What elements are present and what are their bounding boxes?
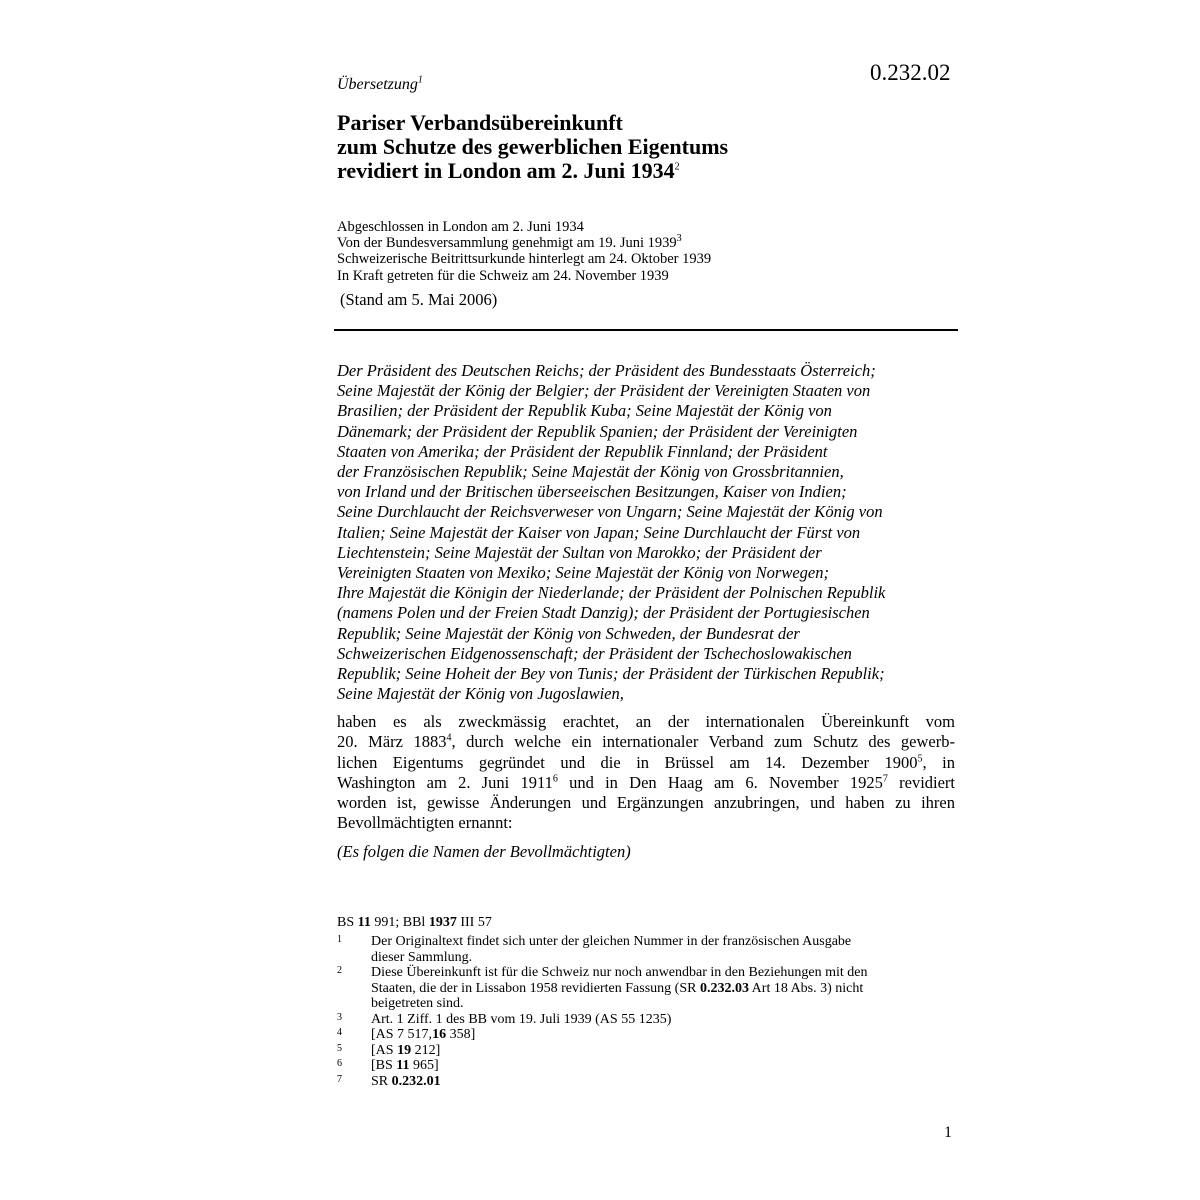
body-line: haben es als zweckmässig erachtet, an der internationalen Übereinkunft vom [337, 712, 955, 731]
preamble-line: Seine Majestät der König der Belgier; der Präsident der Vereinigten Staaten von [337, 381, 871, 401]
footnote-line-text: 358] [446, 1027, 476, 1042]
footnote-text [371, 1058, 957, 1074]
footnote-line-text: Art 18 Abs. 3) nicht [748, 980, 864, 996]
body-text: 20. März 1883 [337, 732, 447, 752]
header-divider [334, 329, 958, 331]
body-text: Washington am 2. Juni 1911 [337, 772, 553, 792]
title-line-3-text: revidiert in London am 2. Juni 1934 [337, 158, 675, 183]
footnote-line: Der Originaltext findet sich unter der gleichen Nummer in der französischen Ausgabe [371, 934, 852, 949]
footnote-line [371, 981, 957, 997]
plenipotentiaries-note: (Es folgen die Namen der Bevollmächtigten) [337, 842, 631, 861]
preamble-line: Schweizerischen Eidgenossenschaft; der Präsident der Tschechoslowakischen [337, 643, 852, 663]
footnote-number: 3 [337, 1011, 342, 1023]
footnote-line-text: SR [371, 1073, 392, 1089]
footnote-ref-7: 7 [882, 773, 888, 785]
preamble-line: Seine Durchlaucht der Reichsverweser von Ungarn; Seine Majestät der König von [337, 502, 883, 522]
footnote-text [371, 1074, 957, 1090]
body-line [337, 753, 955, 773]
footnote-number: 6 [337, 1058, 342, 1069]
source-text: 11 [357, 915, 371, 930]
source-text: BS [337, 915, 358, 930]
source-text: 1937 [428, 915, 457, 930]
preamble-line: (namens Polen und der Freien Stadt Danzig); der Präsident der Portugiesischen [337, 603, 870, 623]
preamble [337, 361, 957, 704]
footnote-number: 2 [337, 965, 342, 976]
footnote-line-text: 0.232.03 [699, 980, 749, 996]
footnote-ref-6: 6 [552, 773, 558, 785]
body-line: Bevollmächtigten ernannt: [337, 813, 513, 833]
footnote-number: 5 [337, 1042, 342, 1054]
footnote-line: beigetreten sind. [371, 996, 464, 1011]
footnote-7 [337, 1074, 957, 1090]
body-text: , in [922, 752, 955, 772]
footnote-line-text: 11 [396, 1058, 410, 1073]
preamble-line: Italien; Seine Majestät der Kaiser von Japan; Seine Durchlaucht der Fürst von [337, 522, 861, 542]
preamble-line: der Französischen Republik; Seine Majestät der König von Grossbritannien, [337, 462, 844, 482]
preamble-line: Dänemark; der Präsident der Republik Spanien; der Präsident der Vereinigten [337, 421, 858, 441]
footnote-3 [337, 1012, 957, 1028]
body-text: revidiert [887, 772, 956, 792]
footnote-text [371, 1027, 957, 1043]
footnote-ref-3: 3 [676, 233, 682, 245]
footnote-line: Diese Übereinkunft ist für die Schweiz nur noch anwendbar in den Beziehungen mit den [371, 965, 868, 980]
footnote-line-text: 212] [411, 1042, 441, 1058]
footnote-text [371, 934, 957, 965]
footnote-ref-2: 2 [674, 161, 680, 173]
title-line-1: Pariser Verbandsübereinkunft [337, 110, 623, 135]
body-text: und in Den Haag am 6. November 1925 [557, 772, 883, 792]
body-line [337, 732, 955, 752]
preamble-line: Der Präsident des Deutschen Reichs; der Präsident des Bundesstaats Österreich; [337, 361, 876, 380]
page-number: 1 [944, 1124, 952, 1141]
footnote-ref-5: 5 [917, 753, 923, 765]
footnote-text [371, 965, 957, 1012]
footnote-text [371, 1012, 957, 1028]
preamble-line: von Irland und der Britischen überseeischen Besitzungen, Kaiser von Indien; [337, 482, 847, 502]
footnote-line-text: 19 [397, 1042, 412, 1058]
footnote-line-text: [BS [371, 1058, 397, 1073]
footnote-5 [337, 1043, 957, 1059]
preamble-line: Vereinigten Staaten von Mexiko; Seine Majestät der König von Norwegen; [337, 563, 829, 583]
body-text: lichen Eigentums gegründet und die in Brüssel am 14. Dezember 1900 [337, 752, 918, 772]
preamble-line: Ihre Majestät die Königin der Niederlande; der Präsident der Polnischen Republik [337, 583, 886, 603]
title-line-2: zum Schutze des gewerblichen Eigentums [337, 134, 729, 159]
footnote-line-text: Staaten, die der in Lissabon 1958 revidierten Fassung (SR [371, 980, 700, 996]
source-text: 991; BBl [370, 915, 429, 930]
preamble-line: Liechtenstein; Seine Majestät der Sultan von Marokko; der Präsident der [337, 542, 822, 562]
footnote-ref-1: 1 [417, 74, 423, 86]
in-force-date: In Kraft getreten für die Schweiz am 24. November 1939 [337, 267, 669, 284]
body-line: worden ist, gewisse Änderungen und Ergänzungen anzubringen, und haben zu ihren [337, 793, 955, 813]
footnote-line-text: 965] [409, 1058, 439, 1073]
footnote-line [371, 1027, 957, 1043]
body-paragraph [337, 712, 955, 834]
footnote-line [371, 1058, 957, 1074]
footnote-line: dieser Sammlung. [371, 949, 473, 965]
footnote-4 [337, 1027, 957, 1043]
footnote-number: 4 [337, 1027, 342, 1038]
document-title [337, 111, 728, 183]
body-line [337, 773, 955, 793]
approved-date [337, 235, 711, 251]
body-text: , durch welche ein internationaler Verband zum Schutz des gewerb- [451, 732, 955, 752]
footnote-1 [337, 934, 957, 965]
footnote-line-text: 16 [432, 1027, 447, 1042]
translation-label-text: Übersetzung [337, 76, 418, 93]
footnote-line-text: [AS 7 517, [371, 1027, 433, 1042]
preamble-line: Staaten von Amerika; der Präsident der Republik Finnland; der Präsident [337, 441, 828, 461]
footnote-6 [337, 1058, 957, 1074]
footnote-line: Art. 1 Ziff. 1 des BB vom 19. Juli 1939 (AS 55 1235) [371, 1011, 672, 1027]
translation-label [337, 76, 423, 94]
concluded-date: Abgeschlossen in London am 2. Juni 1934 [337, 219, 584, 235]
source-text: III 57 [456, 915, 492, 930]
preamble-line: Brasilien; der Präsident der Republik Kuba; Seine Majestät der König von [337, 401, 832, 421]
approved-date-text: Von der Bundesversammlung genehmigt am 19. Juni 1939 [337, 235, 677, 252]
footnote-line [371, 1043, 957, 1059]
status-date: (Stand am 5. Mai 2006) [340, 290, 498, 309]
accession-date: Schweizerische Beitrittsurkunde hinterlegt am 24. Oktober 1939 [337, 251, 712, 268]
sr-number: 0.232.02 [870, 60, 951, 85]
footnote-line-text: 0.232.01 [391, 1073, 441, 1089]
preamble-line: Republik; Seine Hoheit der Bey von Tunis; der Präsident der Türkischen Republik; [337, 664, 885, 684]
footnote-2 [337, 965, 957, 1012]
footnote-ref-4: 4 [446, 732, 452, 744]
footnote-text [371, 1043, 957, 1059]
preamble-line: Seine Majestät der König von Jugoslawien, [337, 684, 624, 704]
title-line-3 [337, 159, 728, 183]
footnote-line [371, 1074, 957, 1090]
footnote-number: 1 [337, 934, 342, 945]
footnote-line-text: [AS [371, 1042, 398, 1058]
footnote-number: 7 [337, 1073, 342, 1085]
preamble-line: Republik; Seine Majestät der König von Schweden, der Bundesrat der [337, 623, 800, 643]
footnote-source-line [337, 915, 492, 931]
footnotes [337, 934, 957, 1089]
document-metadata [337, 219, 711, 284]
